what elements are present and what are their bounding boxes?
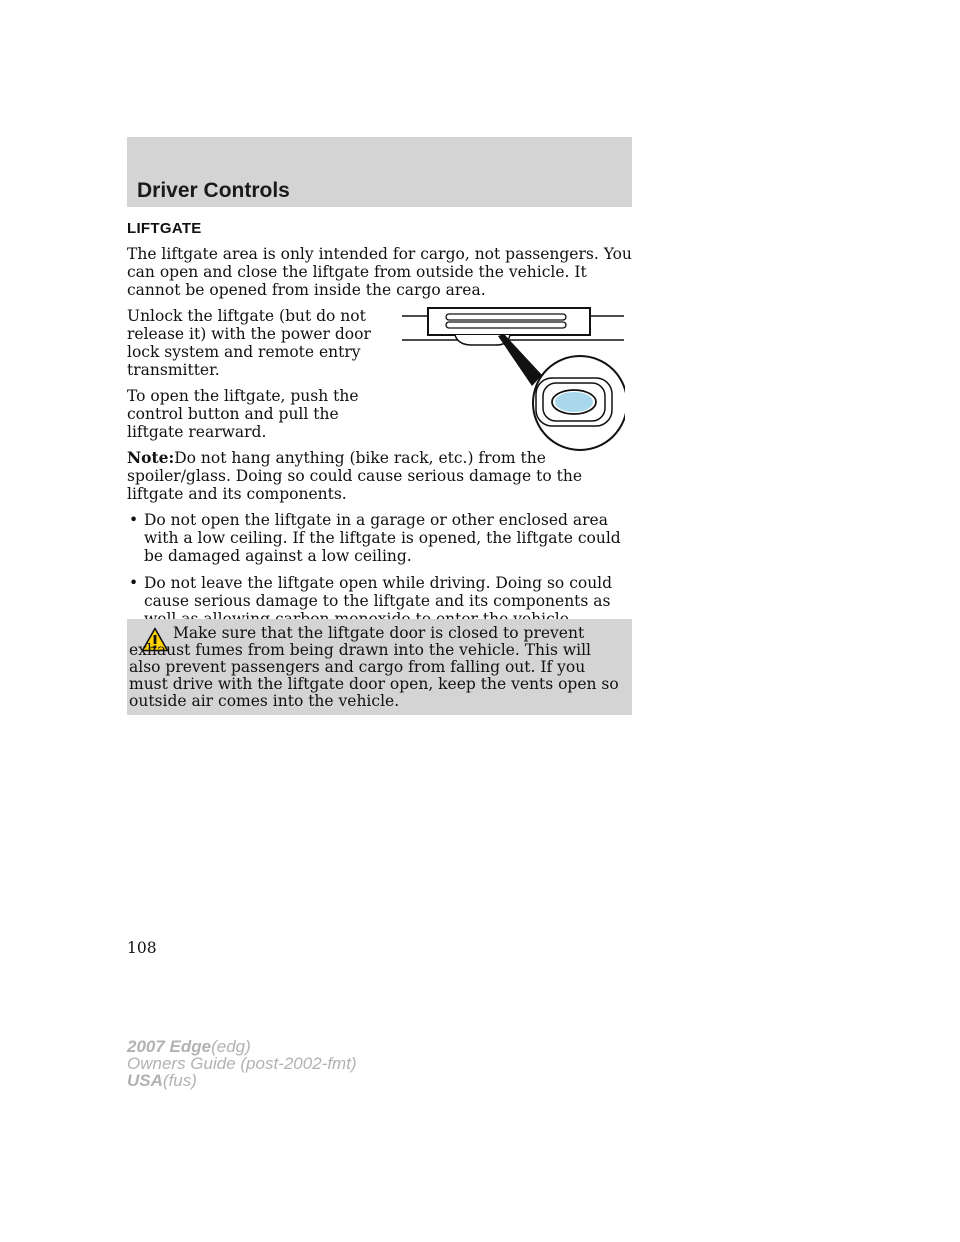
- section-title: Driver Controls: [137, 179, 290, 202]
- footer-market-code: (fus): [162, 1071, 197, 1090]
- footer-line-3: [127, 1072, 357, 1089]
- warning-text: Make sure that the liftgate door is closed to prevent exhaust fumes from being drawn into the vehicle. This will also prevent passengers and cargo from falling out. If you must drive with the liftgate door open, keep the vents open so outside air comes into the vehicle.: [129, 624, 619, 710]
- footer-model: 2007 Edge: [127, 1037, 212, 1056]
- footer-line-1: [127, 1038, 357, 1055]
- page-number: 108: [127, 939, 157, 957]
- bullet-icon: •: [129, 574, 139, 592]
- footer-line-2: Owners Guide (post-2002-fmt): [127, 1054, 357, 1073]
- bullet-icon: •: [129, 511, 139, 529]
- section-heading: LIFTGATE: [127, 220, 202, 237]
- bullet-text: Do not open the liftgate in a garage or other enclosed area with a low ceiling. If the liftgate is opened, the liftgate could be damaged against a low ceiling.: [144, 511, 621, 565]
- list-item: [127, 511, 632, 565]
- unlock-paragraph: Unlock the liftgate (but do not release it) with the power door lock system and remote entry transmitter.: [127, 307, 371, 379]
- bullet-list: [127, 511, 632, 628]
- footer-market: USA: [127, 1071, 163, 1090]
- intro-paragraph: The liftgate area is only intended for cargo, not passengers. You can open and close the liftgate from outside the vehicle. It cannot be opened from inside the cargo area.: [127, 245, 632, 299]
- liftgate-button-illustration: [400, 300, 625, 460]
- note-text: Do not hang anything (bike rack, etc.) from the spoiler/glass. Doing so could cause serious damage to the liftgate and its components.: [127, 449, 583, 503]
- note-label: Note:: [127, 448, 175, 467]
- document-footer: [127, 1038, 357, 1089]
- bullet-text: Do not leave the liftgate open while driving. Doing so could cause serious damage to the liftgate and its components as: [144, 574, 613, 610]
- footer-model-code: (edg): [211, 1037, 251, 1056]
- warning-box: [127, 619, 632, 715]
- open-paragraph: To open the liftgate, push the control button and pull the liftgate rearward.: [127, 387, 359, 441]
- section-header-band: [127, 137, 632, 207]
